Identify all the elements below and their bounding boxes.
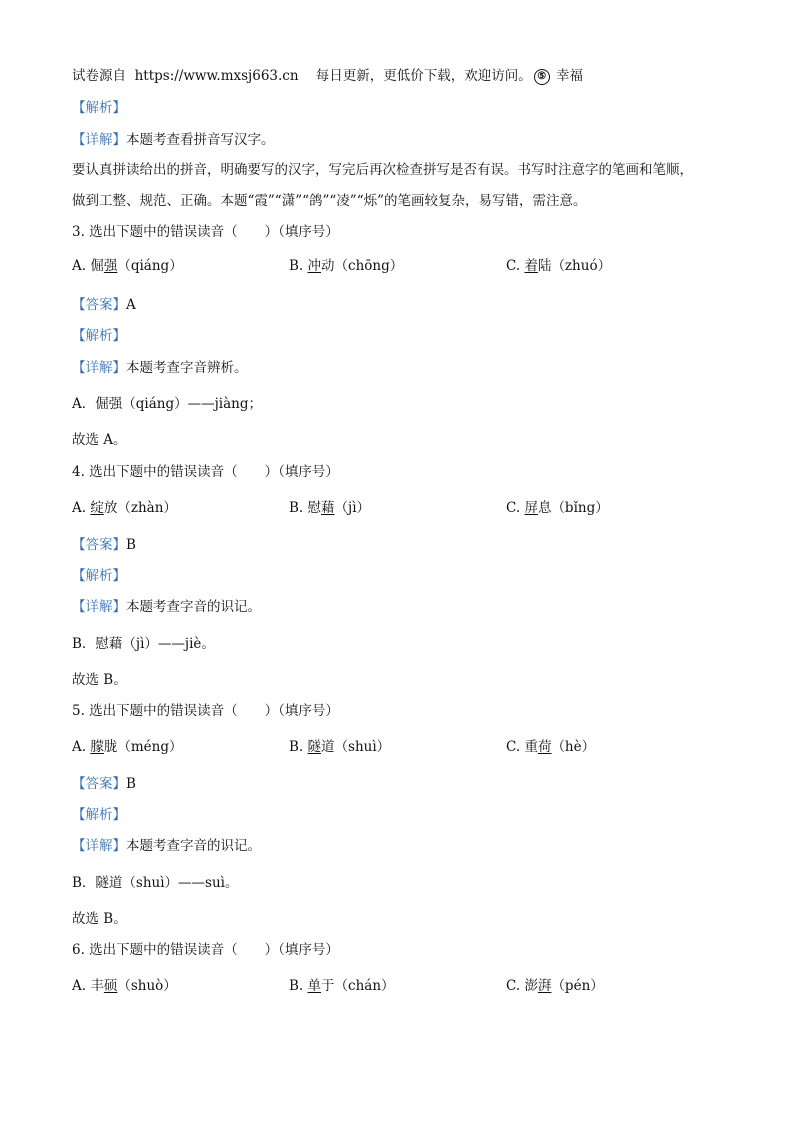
option-pinyin: （chōng） bbox=[334, 258, 404, 274]
q2-analysis bbox=[72, 98, 126, 118]
conclusion: 故选 B。 bbox=[72, 672, 127, 688]
option-word: 朦胧 bbox=[90, 739, 118, 755]
option-underlined-char: 隧 bbox=[307, 739, 322, 755]
option-underlined-char: 单 bbox=[307, 978, 322, 994]
detail-tag: 【详解】 bbox=[72, 599, 126, 615]
answer-option[interactable] bbox=[72, 498, 177, 518]
option-letter: C. bbox=[506, 258, 521, 274]
q2-paragraph-2: 做到工整、规范、正确。本题“霞”“潇”“鸽”“凌”“烁”的笔画较复杂，易写错，需注意。 bbox=[72, 193, 587, 209]
option-underlined-char: 强 bbox=[103, 258, 118, 274]
detail bbox=[72, 597, 261, 617]
analysis-tag: 【解析】 bbox=[72, 328, 126, 344]
option-letter: C. bbox=[506, 739, 521, 755]
q2-paragraph-1: 要认真拼读给出的拼音，明确要写的汉字，写完后再次检查拼写是否有误。书写时注意字的笔画和笔顺， bbox=[72, 162, 693, 178]
answer-option[interactable] bbox=[506, 256, 611, 276]
option-word: 丰硕 bbox=[90, 978, 118, 994]
option-pinyin: （bǐng） bbox=[551, 500, 609, 516]
header-slogan: 每日更新，更低价下载，欢迎访问。 bbox=[315, 68, 532, 84]
analysis bbox=[72, 326, 126, 346]
answer-option[interactable] bbox=[506, 737, 595, 757]
option-letter: A. bbox=[72, 978, 87, 994]
detail bbox=[72, 836, 261, 856]
answer-option[interactable] bbox=[506, 976, 604, 996]
option-letter: A. bbox=[72, 258, 87, 274]
answer-line bbox=[72, 295, 136, 315]
option-underlined-char: 屏 bbox=[524, 500, 538, 516]
option-pinyin: （shuì） bbox=[334, 739, 391, 755]
option-underlined-char: 荷 bbox=[537, 739, 552, 755]
detail-text: 本题考查字音的识记。 bbox=[126, 599, 261, 615]
explanation: B．慰藉（jì）——jiè。 bbox=[72, 636, 215, 652]
answer-option[interactable] bbox=[72, 976, 177, 996]
option-word: 着陆 bbox=[524, 258, 552, 274]
answer-option[interactable] bbox=[289, 976, 395, 996]
header-source-label: 试卷源自 bbox=[72, 68, 126, 84]
answer-value: B bbox=[126, 776, 136, 792]
answer-tag: 【答案】 bbox=[72, 537, 126, 553]
analysis-tag: 【解析】 bbox=[72, 568, 126, 584]
answer-option[interactable] bbox=[506, 498, 609, 518]
answer-option[interactable] bbox=[72, 737, 182, 757]
question-stem: 4. 选出下题中的错误读音（ ）（填序号） bbox=[72, 464, 339, 480]
option-underlined-char: 湃 bbox=[537, 978, 552, 994]
analysis-tag: 【解析】 bbox=[72, 807, 126, 823]
circle-mark-icon: ⑤ bbox=[534, 69, 550, 85]
option-underlined-char: 藉 bbox=[321, 500, 335, 516]
detail-tag: 【详解】 bbox=[72, 360, 126, 376]
option-letter: A. bbox=[72, 739, 87, 755]
option-letter: B. bbox=[289, 978, 304, 994]
option-word: 慰藉 bbox=[307, 500, 335, 516]
detail bbox=[72, 358, 248, 378]
option-pinyin: （jì） bbox=[334, 500, 371, 516]
option-word: 倔强 bbox=[90, 258, 118, 274]
option-pinyin: （hè） bbox=[551, 739, 596, 755]
analysis bbox=[72, 805, 126, 825]
option-letter: B. bbox=[289, 500, 304, 516]
option-letter: B. bbox=[289, 739, 304, 755]
option-pinyin: （qiáng） bbox=[117, 258, 183, 274]
detail-text: 本题考查字音辨析。 bbox=[126, 360, 248, 376]
detail-text: 本题考查字音的识记。 bbox=[126, 838, 261, 854]
analysis bbox=[72, 566, 126, 586]
option-word: 冲动 bbox=[307, 258, 335, 274]
option-word: 隧道 bbox=[307, 739, 335, 755]
option-letter: C. bbox=[506, 500, 521, 516]
option-letter: A. bbox=[72, 500, 87, 516]
q2-detail-text: 本题考查看拼音写汉字。 bbox=[126, 132, 275, 148]
detail-tag: 【详解】 bbox=[72, 838, 126, 854]
option-underlined-char: 朦 bbox=[90, 739, 104, 755]
option-letter: C. bbox=[506, 978, 521, 994]
answer-tag: 【答案】 bbox=[72, 776, 126, 792]
conclusion: 故选 A。 bbox=[72, 432, 127, 448]
option-underlined-char: 硕 bbox=[103, 978, 118, 994]
option-underlined-char: 绽 bbox=[90, 500, 104, 516]
question-stem: 3. 选出下题中的错误读音（ ）（填序号） bbox=[72, 224, 339, 240]
header-tail: 幸福 bbox=[556, 68, 584, 84]
option-underlined-char: 着 bbox=[524, 258, 538, 274]
option-pinyin: （pén） bbox=[551, 978, 604, 994]
answer-option[interactable] bbox=[289, 737, 390, 757]
option-word: 澎湃 bbox=[524, 978, 552, 994]
answer-option[interactable] bbox=[289, 256, 403, 276]
question-stem: 6. 选出下题中的错误读音（ ）（填序号） bbox=[72, 942, 339, 958]
q2-detail bbox=[72, 130, 275, 150]
answer-option[interactable] bbox=[289, 498, 370, 518]
answer-option[interactable] bbox=[72, 256, 183, 276]
page-header bbox=[72, 66, 583, 86]
question-stem: 5. 选出下题中的错误读音（ ）（填序号） bbox=[72, 703, 339, 719]
answer-value: A bbox=[126, 297, 136, 313]
q2-detail-tag: 【详解】 bbox=[72, 132, 126, 148]
option-pinyin: （méng） bbox=[117, 739, 183, 755]
option-pinyin: （chán） bbox=[334, 978, 395, 994]
option-word: 屏息 bbox=[524, 500, 552, 516]
explanation: A．倔强（qiáng）——jiàng； bbox=[72, 396, 262, 412]
option-pinyin: （zhuó） bbox=[551, 258, 612, 274]
option-word: 单于 bbox=[307, 978, 335, 994]
option-underlined-char: 冲 bbox=[307, 258, 322, 274]
explanation: B．隧道（shuì）——suì。 bbox=[72, 875, 239, 891]
q2-analysis-tag: 【解析】 bbox=[72, 100, 126, 116]
answer-line bbox=[72, 774, 136, 794]
option-word: 绽放 bbox=[90, 500, 118, 516]
answer-line bbox=[72, 535, 136, 555]
option-letter: B. bbox=[289, 258, 304, 274]
option-word: 重荷 bbox=[524, 739, 552, 755]
option-pinyin: （zhàn） bbox=[117, 500, 177, 516]
answer-value: B bbox=[126, 537, 136, 553]
option-pinyin: （shuò） bbox=[117, 978, 177, 994]
conclusion: 故选 B。 bbox=[72, 911, 127, 927]
header-url-link[interactable]: https://www.mxsj663.cn bbox=[134, 68, 299, 84]
answer-tag: 【答案】 bbox=[72, 297, 126, 313]
